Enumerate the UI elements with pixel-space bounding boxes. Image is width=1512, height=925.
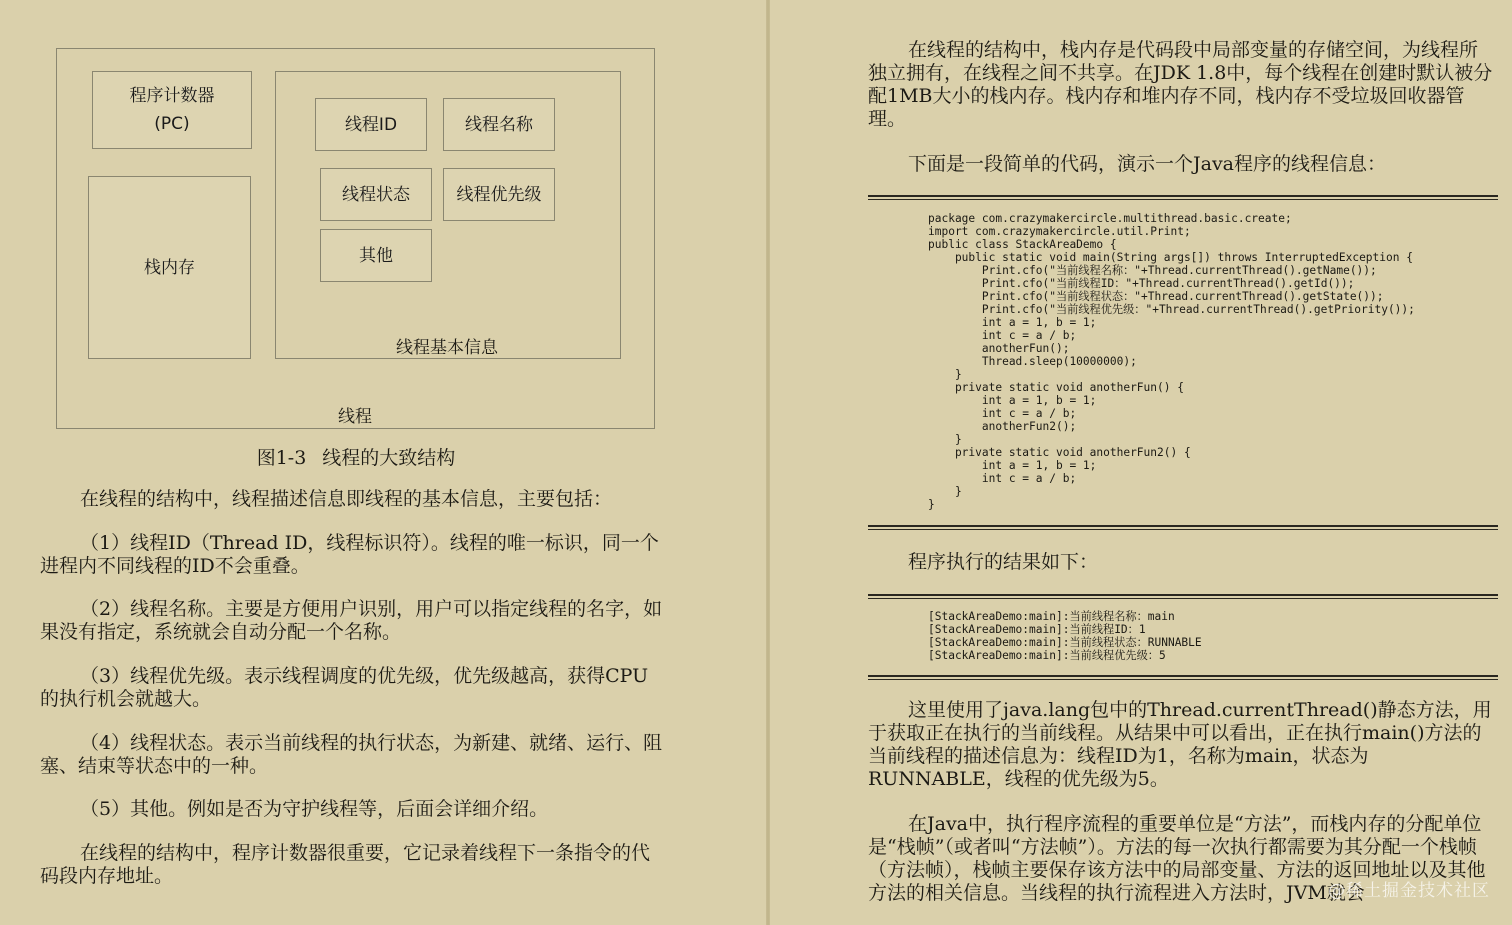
code-top-rule — [868, 195, 1498, 200]
right-paragraph-code-intro: 下面是一段简单的代码，演示一个Java程序的线程信息： — [908, 153, 1387, 175]
left-paragraph-pc: 在线程的结构中，程序计数器很重要，它记录着线程下一条指令的代码段内存地址。 — [40, 842, 651, 887]
right-paragraph-result-intro: 程序执行的结果如下： — [908, 551, 1099, 573]
left-paragraph-item-3: （3）线程优先级。表示线程调度的优先级，优先级越高，获得CPU的执行机会就越大。 — [40, 665, 649, 710]
program-counter-label: 程序计数器 — [129, 86, 215, 106]
thread-info-label: 线程基本信息 — [396, 338, 498, 358]
thread-id-cell: 线程ID — [315, 98, 427, 151]
program-counter-box — [92, 71, 252, 149]
figure-caption — [0, 443, 712, 470]
stack-memory-label: 栈内存 — [144, 257, 195, 278]
right-page — [770, 0, 1512, 925]
figure-number: 图1-3 — [256, 447, 307, 469]
thread-other-cell: 其他 — [320, 229, 432, 282]
right-paragraph-explanation: 这里使用了java.lang包中的Thread.currentThread()静态方法，用于获取正在执行的当前线程。从结果中可以看出，正在执行main()方法的当前线程的描述信息为：线程ID为1，名称为main，状态为RUNNABLE，线程的优先级为5。 — [868, 699, 1492, 790]
output-block: [StackAreaDemo:main]:当前线程名称：main [StackAreaDemo:main]:当前线程ID：1 [StackAreaDemo:main]:当前线程状态：RUNNABLE [StackAreaDemo:main]:当前线程优先级：5 — [928, 610, 1202, 662]
figure-title: 线程的大致结构 — [322, 447, 456, 469]
left-paragraph-item-2: （2）线程名称。主要是方便用户识别，用户可以指定线程的名字，如果没有指定，系统就会自动分配一个名称。 — [40, 598, 663, 643]
right-paragraph-stack-frame: 在Java中，执行程序流程的重要单位是“方法”，而栈内存的分配单位是“栈帧”（或者叫“方法帧”）。方法的每一次执行都需要为其分配一个栈帧（方法帧），栈帧主要保存该方法中的局部变量、方法的返回地址以及其他方法的相关信息。当线程的执行流程进入方法时，JVM就会 — [868, 813, 1486, 904]
left-paragraph-item-5: （5）其他。例如是否为守护线程等，后面会详细介绍。 — [80, 798, 549, 820]
stack-memory-box — [88, 176, 251, 359]
output-bottom-rule — [868, 675, 1498, 680]
left-paragraph-item-1: （1）线程ID（Thread ID，线程标识符）。线程的唯一标识，同一个进程内不同线程的ID不会重叠。 — [40, 532, 659, 577]
right-paragraph-stack: 在线程的结构中，栈内存是代码段中局部变量的存储空间，为线程所独立拥有，在线程之间不共享。在JDK 1.8中，每个线程在创建时默认被分配1MB大小的栈内存。栈内存和堆内存不同，栈内存不受垃圾回收器管理。 — [868, 39, 1493, 130]
code-block: package com.crazymakercircle.multithread.basic.create; import com.crazymakercircle.util.Print; public class StackAreaDemo { public static void main(String args[]) throws InterruptedException { Print.cfo("当前线程名称："+Thread.currentThread().getName()); Print.cfo("当前线程ID："+Thread.currentThread().getId()); Print.cfo("当前线程状态："+Thread.currentThread().getState()); Print.cfo("当前线程优先级："+Thread.currentThread().getPriority()); int a = 1, b = 1; int c = a / b; anotherFun(); Thread.sleep(10000000); } private static void anotherFun() { int a = 1, b = 1; int c = a / b; anotherFun2(); } private static void anotherFun2() { int a = 1, b = 1; int c = a / b; } } — [928, 212, 1415, 511]
thread-name-cell: 线程名称 — [443, 98, 555, 151]
left-paragraph-intro: 在线程的结构中，线程描述信息即线程的基本信息，主要包括： — [80, 488, 613, 510]
thread-label: 线程 — [338, 407, 372, 427]
thread-priority-cell: 线程优先级 — [443, 168, 555, 221]
left-paragraph-item-4: （4）线程状态。表示当前线程的执行状态，为新建、就绪、运行、阻塞、结束等状态中的一种。 — [40, 732, 663, 777]
watermark-text: @稀土掘金技术社区 — [1328, 881, 1490, 901]
output-top-rule — [868, 594, 1498, 599]
thread-state-cell: 线程状态 — [320, 168, 432, 221]
code-bottom-rule — [868, 525, 1498, 530]
program-counter-abbr: (PC) — [154, 114, 190, 134]
